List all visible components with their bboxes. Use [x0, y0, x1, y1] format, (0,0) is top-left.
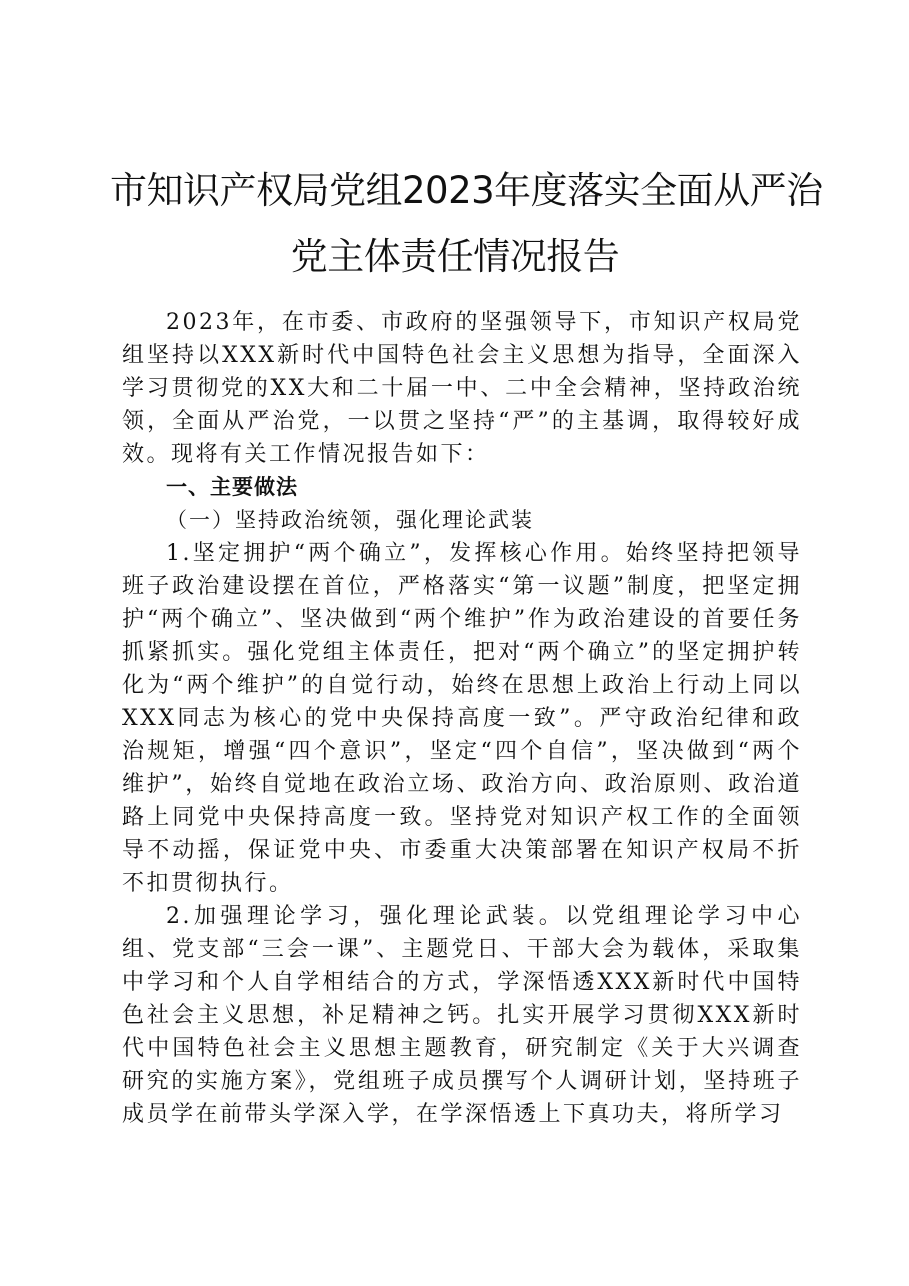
section-heading-main-practices: 一、主要做法: [166, 475, 298, 499]
intro-paragraph: 2023年，在市委、市政府的坚强领导下，市知识产权局党组坚持以XXX新时代中国特色社会主义思想为指导，全面深入学习贯彻党的XX大和二十届一中、二中全会精神，坚持政治统领，全面从严治党，一以贯之坚持“严”的主基调，取得较好成效。现将有关工作情况报告如下：: [122, 310, 802, 467]
document-body: [122, 306, 802, 1131]
subsection-heading-political-leadership: （一）坚持政治统领，强化理论武装: [166, 508, 534, 532]
paragraph-two-establishments: 1.坚定拥护“两个确立”，发挥核心作用。始终坚持把领导班子政治建设摆在首位，严格落实“第一议题”制度，把坚定拥护“两个确立”、坚决做到“两个维护”作为政治建设的首要任务抓紧抓实。强化党组主体责任，把对“两个确立”的坚定拥护转化为“两个维护”的自觉行动，始终在思想上政治上行动上同以XXX同志为核心的党中央保持高度一致”。严守政治纪律和政治规矩，增强“四个意识”，坚定“四个自信”，坚决做到“两个维护”，始终自觉地在政治立场、政治方向、政治原则、政治道路上同党中央保持高度一致。坚持党对知识产权工作的全面领导不动摇，保证党中央、市委重大决策部署在知识产权局不折不扣贯彻执行。: [122, 541, 802, 896]
title-line-1: 市知识产权局党组2023年度落实全面从严治: [110, 169, 823, 212]
paragraph-theory-study: 2.加强理论学习，强化理论武装。以党组理论学习中心组、党支部“三会一课”、主题党日、干部大会为载体，采取集中学习和个人自学相结合的方式，学深悟透XXX新时代中国特色社会主义思想，补足精神之钙。扎实开展学习贯彻XXX新时代中国特色社会主义思想主题教育，研究制定《关于大兴调查研究的实施方案》，党组班子成员撰写个人调研计划，坚持班子成员学在前带头学深入学，在学深悟透上下真功夫，将所学习: [122, 904, 802, 1127]
document-title: [110, 158, 823, 290]
title-line-2: 党主体责任情况报告: [290, 235, 620, 278]
